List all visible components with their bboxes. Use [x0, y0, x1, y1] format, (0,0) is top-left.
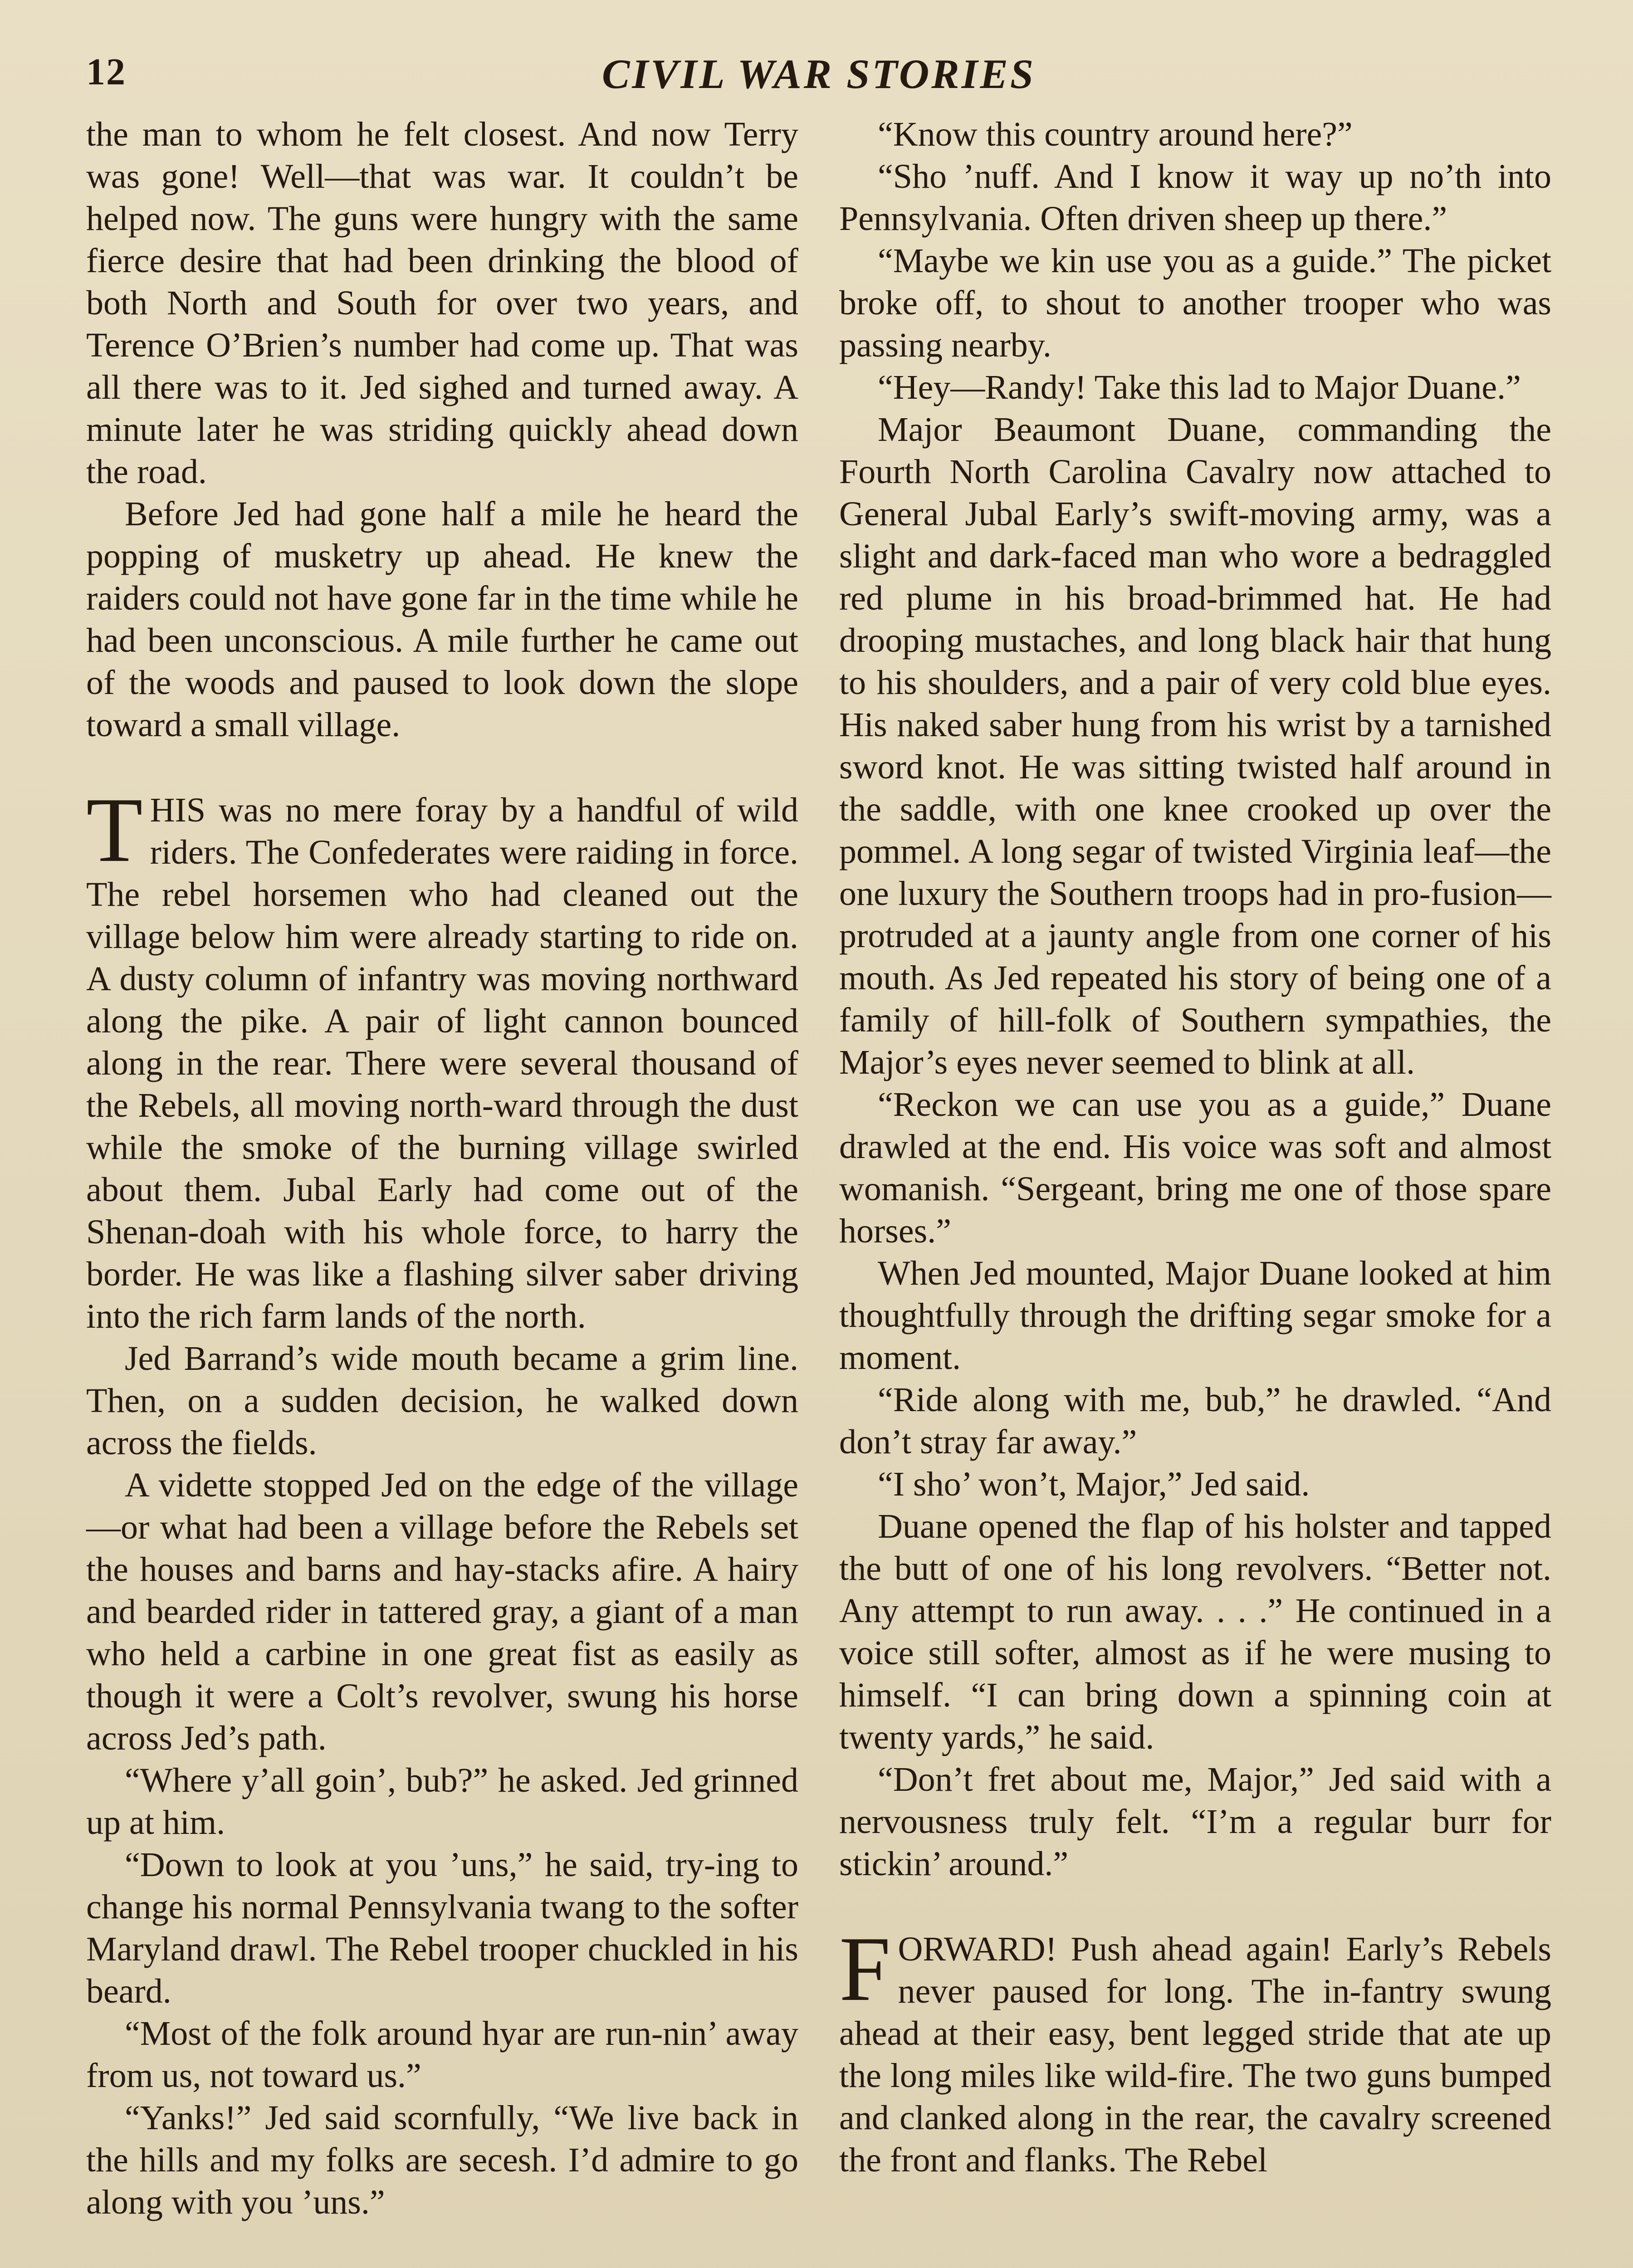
drop-cap: T: [86, 779, 143, 881]
right-column: [839, 113, 1551, 2181]
paragraph: “Hey—Randy! Take this lad to Major Duane.”: [878, 368, 1521, 406]
paragraph-text: ORWARD! Push ahead again! Early’s Rebels never paused for long. The in-fantry swung ahead at their easy, bent legged stride that ate up the long miles like wild-fire. The two guns bumped and clanked along in the rear, the cavalry screened the front and flanks. The Rebel: [839, 1930, 1551, 2179]
paragraph: “Ride along with me, bub,” he drawled. “And don’t stray far away.”: [839, 1381, 1551, 1461]
running-title: CIVIL WAR STORIES: [602, 51, 1036, 97]
paragraph: When Jed mounted, Major Duane looked at him thoughtfully through the drifting segar smoke for a moment.: [839, 1254, 1551, 1377]
section-paragraph: [86, 779, 798, 1338]
section-paragraph: [839, 1918, 1551, 2181]
left-column: [86, 113, 798, 2224]
paragraph: A vidette stopped Jed on the edge of the village—or what had been a village before the Rebels set the houses and barns and hay-stacks afire. A hairy and bearded rider in tattered gray, a giant of a man who held a carbine in one great fist as easily as though it were a Colt’s revolver, swung his horse across Jed’s path.: [86, 1466, 798, 1757]
paragraph: Major Beaumont Duane, commanding the Fourth North Carolina Cavalry now attached to General Jubal Early’s swift-moving army, was a slight and dark-faced man who wore a bedraggled red plume in his broad-brimmed hat. He had drooping mustaches, and long black hair that hung to his shoulders, and a pair of very cold blue eyes. His naked saber hung from his wrist by a tarnished sword knot. He was sitting twisted half around in the saddle, with one knee crooked up over the pommel. A long segar of twisted Virginia leaf—the one luxury the Southern troops had in pro-fusion—protruded at a jaunty angle from one corner of his mouth. As Jed repeated his story of being one of a family of hill-folk of Southern sympathies, the Major’s eyes never seemed to blink at all.: [839, 411, 1551, 1081]
page-number: 12: [86, 51, 126, 93]
paragraph: “I sho’ won’t, Major,” Jed said.: [878, 1465, 1310, 1503]
paragraph: “Know this country around here?”: [878, 115, 1353, 153]
paragraph: the man to whom he felt closest. And now Terry was gone! Well—that was war. It couldn’t be helped now. The guns were hungry with the same fierce desire that had been drinking the blood of both North and South for over two years, and Terence O’Brien’s number had come up. That was all there was to it. Jed sighed and turned away. A minute later he was striding quickly ahead down the road.: [86, 115, 798, 491]
paragraph: Before Jed had gone half a mile he heard the popping of musketry up ahead. He knew the raiders could not have gone far in the time while he had been unconscious. A mile further he came out of the woods and paused to look down the slope toward a small village.: [86, 495, 798, 744]
page-header: [86, 50, 1551, 109]
paragraph: “Sho ’nuff. And I know it way up no’th into Pennsylvania. Often driven sheep up there.”: [839, 157, 1551, 238]
paragraph: “Yanks!” Jed said scornfully, “We live back in the hills and my folks are secesh. I’d admire to go along with you ’uns.”: [86, 2099, 798, 2221]
drop-cap: F: [839, 1918, 891, 2020]
paragraph: “Where y’all goin’, bub?” he asked. Jed grinned up at him.: [86, 1761, 798, 1842]
paragraph-text: HIS was no mere foray by a handful of wild riders. The Confederates were raiding in force. The rebel horsemen who had cleaned out the village below him were already starting to ride on. A dusty column of infantry was moving northward along the pike. A pair of light cannon bounced along in the rear. There were several thousand of the Rebels, all moving north-ward through the dust while the smoke of the burning village swirled about them. Jubal Early had come out of the Shenan-doah with his whole force, to harry the border. He was like a flashing silver saber driving into the rich farm lands of the north.: [86, 791, 798, 1335]
paragraph: “Don’t fret about me, Major,” Jed said with a nervousness truly felt. “I’m a regular burr for stickin’ around.”: [839, 1760, 1551, 1883]
paragraph: “Most of the folk around hyar are run-nin’ away from us, not toward us.”: [86, 2014, 798, 2095]
paragraph: “Down to look at you ’uns,” he said, try-ing to change his normal Pennsylvania twang to the softer Maryland drawl. The Rebel trooper chuckled in his beard.: [86, 1846, 798, 2010]
paragraph: Duane opened the flap of his holster and tapped the butt of one of his long revolvers. “Better not. Any attempt to run away. . . .” He continued in a voice still softer, almost as if he were musing to himself. “I can bring down a spinning coin at twenty yards,” he said.: [839, 1507, 1551, 1756]
paragraph: “Maybe we kin use you as a guide.” The picket broke off, to shout to another trooper who was passing nearby.: [839, 242, 1551, 364]
paragraph: Jed Barrand’s wide mouth became a grim line. Then, on a sudden decision, he walked down across the fields.: [86, 1339, 798, 1462]
paragraph: “Reckon we can use you as a guide,” Duane drawled at the end. His voice was soft and almost womanish. “Sergeant, bring me one of those spare horses.”: [839, 1085, 1551, 1250]
